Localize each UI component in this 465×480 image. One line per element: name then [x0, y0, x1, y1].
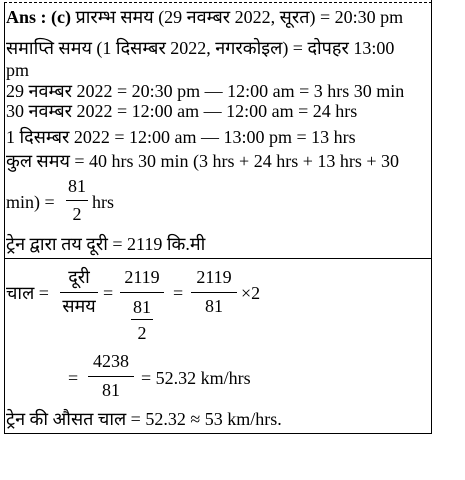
start-time-line — [6, 6, 403, 28]
distance-value-1: 2119 — [124, 267, 160, 287]
product-numerator: 4238 — [93, 351, 129, 371]
answer-label: Ans : (c) — [6, 7, 71, 27]
day2-duration-line: 30 नवम्बर 2022 = 12:00 am — 12:00 am = 24 hrs — [6, 101, 358, 121]
total-time-suffix: hrs — [92, 192, 114, 212]
third-fraction-bar — [191, 292, 237, 293]
equals-sign-1: = — [103, 283, 114, 303]
multiply-by-two: ×2 — [241, 283, 261, 303]
product-fraction-bar — [88, 376, 134, 377]
equals-sign-2: = — [173, 283, 184, 303]
total-time-line: कुल समय = 40 hrs 30 min (3 hrs + 24 hrs + 13 hrs + 30 — [6, 151, 399, 171]
inner-denominator: 2 — [137, 323, 147, 343]
total-time-denominator: 2 — [72, 204, 82, 224]
inner-numerator: 81 — [133, 297, 151, 317]
end-time-continuation: pm — [6, 60, 30, 80]
speed-result: = 52.32 km/hrs — [141, 368, 251, 388]
section-divider — [5, 258, 431, 259]
equals-sign-3: = — [68, 368, 79, 388]
distance-line: ट्रेन द्वारा तय दूरी = 2119 कि.मी — [6, 234, 206, 254]
end-time-line: समाप्ति समय (1 दिसम्बर 2022, नगरकोइल) = दोपहर 13:00 — [6, 38, 395, 58]
inner-fraction-bar — [131, 319, 153, 320]
column-divider — [431, 0, 432, 254]
total-time-prefix: min) = — [6, 192, 55, 212]
distance-word: दूरी — [68, 267, 90, 287]
day1-duration-line: 29 नवम्बर 2022 = 20:30 pm — 12:00 am = 3 hrs 30 min — [6, 81, 405, 101]
total-time-value: 81 — [205, 296, 223, 316]
time-word: समय — [62, 296, 96, 316]
distance-value-2: 2119 — [196, 267, 232, 287]
outer-fraction-bar — [120, 292, 164, 293]
speed-label: चाल = — [6, 283, 49, 303]
average-speed-line: ट्रेन की औसत चाल = 52.32 ≈ 53 km/hrs. — [6, 409, 282, 429]
product-denominator: 81 — [102, 380, 120, 400]
total-time-fraction-bar — [66, 200, 88, 201]
total-time-numerator: 81 — [68, 176, 86, 196]
day3-duration-line: 1 दिसम्बर 2022 = 12:00 am — 13:00 pm = 13 hrs — [6, 127, 356, 147]
start-time-text: प्रारम्भ समय (29 नवम्बर 2022, सूरत) = 20:30 pm — [75, 7, 404, 27]
formula-fraction-bar — [60, 292, 98, 293]
